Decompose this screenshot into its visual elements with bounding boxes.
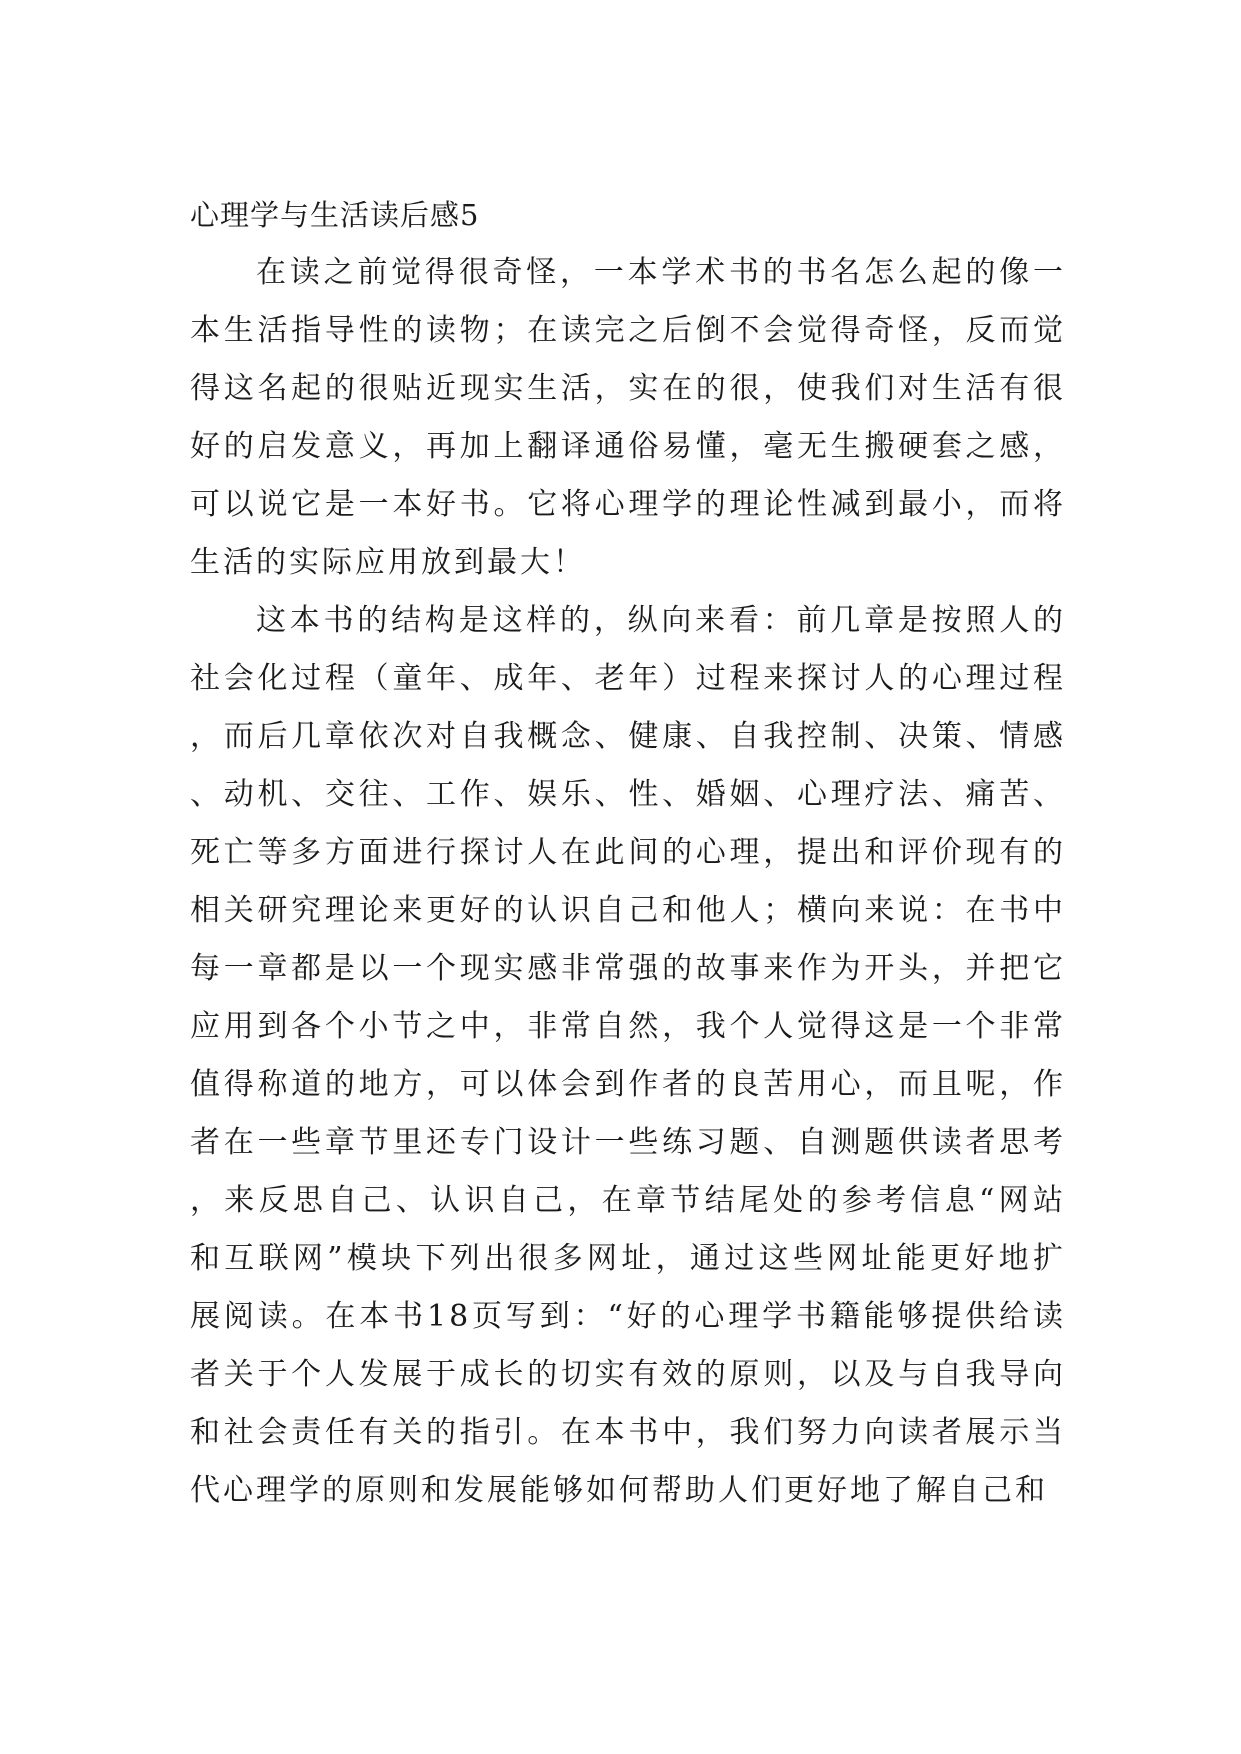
document-title: 心理学与生活读后感5 [190,198,480,232]
paragraph-structure: 这本书的结构是这样的，纵向来看：前几章是按照人的社会化过程（童年、成年、老年）过程来探讨人的心理过程，而后几章依次对自我概念、健康、自我控制、决策、情感、动机、交往、工作、娱乐、性、婚姻、心理疗法、痛苦、死亡等多方面进行探讨人在此间的心理，提出和评价现有的相关研究理论来更好的认识自己和他人；横向来说：在书中每一章都是以一个现实感非常强的故事来作为开头，并把它应用到各个小节之中，非常自然，我个人觉得这是一个非常值得称道的地方，可以体会到作者的良苦用心，而且呢，作者在一些章节里还专门设计一些练习题、自测题供读者思考，来反思自己、认识自己，在章节结尾处的参考信息“网站和互联网”模块下列出很多网址，通过这些网址能更好地扩展阅读。在本书18页写到：“好的心理学书籍能够提供给读者关于个人发展于成长的切实有效的原则，以及与自我导向和社会责任有关的指引。在本书中，我们努力向读者展示当代心理学的原则和发展能够如何帮助人们更好地了解自己和 [190,603,1066,1508]
paragraph-intro: 在读之前觉得很奇怪，一本学术书的书名怎么起的像一本生活指导性的读物；在读完之后倒不会觉得奇怪，反而觉得这名起的很贴近现实生活，实在的很，使我们对生活有很好的启发意义，再加上翻译通俗易懂，毫无生搬硬套之感，可以说它是一本好书。它将心理学的理论性减到最小，而将生活的实际应用放到最大！ [190,255,1066,580]
document-body [190,186,1066,1520]
